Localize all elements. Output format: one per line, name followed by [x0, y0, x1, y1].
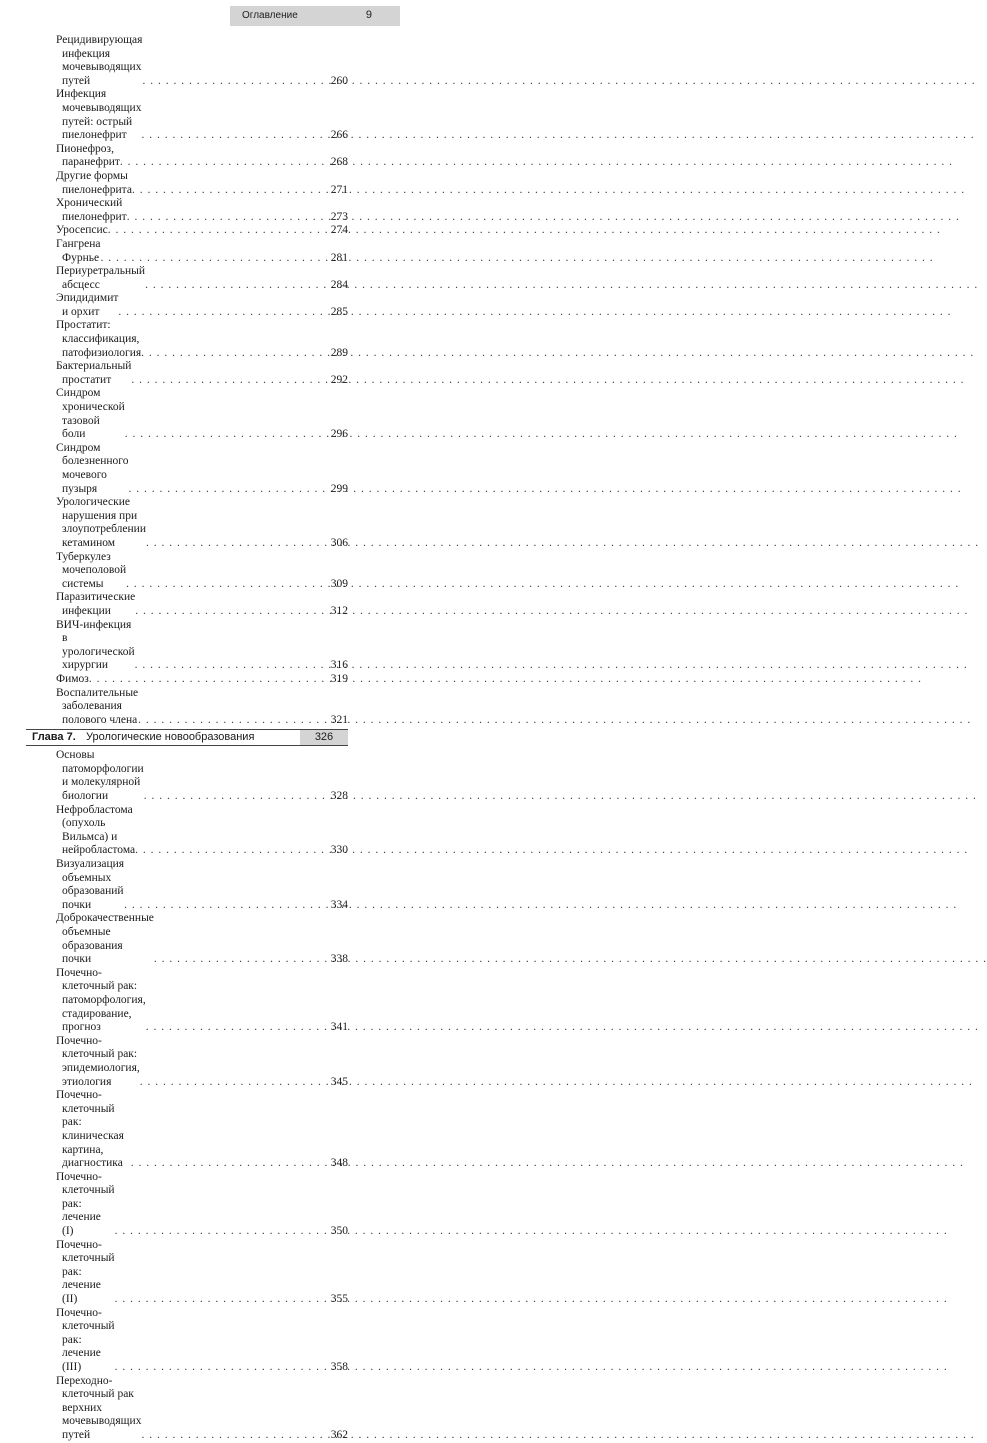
toc-entry-title: Гангрена Фурнье [56, 237, 101, 264]
toc-dot-leader [141, 347, 330, 361]
toc-entry-title: ВИЧ-инфекция в урологической хирургии [56, 618, 135, 672]
toc-entry-page: 338 [330, 953, 348, 966]
toc-entry-page: 268 [330, 156, 348, 169]
toc-entry[interactable] [26, 687, 348, 728]
toc-entry[interactable] [26, 34, 348, 88]
toc-entry-title: Эпидидимит и орхит [56, 292, 119, 318]
toc-entry-page: 299 [330, 482, 348, 495]
toc-dot-leader [115, 1225, 330, 1239]
toc-entry-page: 316 [330, 659, 348, 672]
toc-entry-title: Пионефроз, паранефрит [56, 142, 120, 169]
toc-dot-leader [144, 790, 330, 804]
toc-entry-page: 266 [330, 129, 348, 142]
toc-entry-title: Почечно-клеточный рак: лечение (I) [56, 1170, 115, 1238]
toc-entry[interactable] [26, 1307, 348, 1375]
toc-dot-leader [140, 1076, 330, 1090]
toc-entry-title: Бактериальный простатит [56, 360, 132, 386]
toc-entry[interactable] [26, 591, 348, 618]
toc-entry[interactable] [26, 804, 348, 858]
toc-entry-page: 274 [330, 224, 348, 237]
toc-dot-leader [115, 1361, 330, 1375]
toc-dot-leader [100, 252, 329, 266]
toc-entry-page: 330 [330, 844, 348, 857]
toc-entry-page: 341 [330, 1021, 348, 1034]
toc-entry-page: 319 [330, 672, 348, 685]
toc-entry[interactable] [26, 749, 348, 803]
toc-entry[interactable] [26, 1375, 348, 1443]
toc-entry-page: 296 [330, 428, 348, 441]
toc-entry-page: 309 [330, 577, 348, 590]
toc-dot-leader [135, 605, 329, 619]
toc-dot-leader [115, 1293, 330, 1307]
header-page-number: 9 [365, 9, 372, 21]
toc-entry-page: 355 [330, 1293, 348, 1306]
toc-entry[interactable] [26, 88, 348, 142]
toc-entry-title: Уросепсис [56, 224, 108, 237]
toc-dot-leader [146, 1021, 330, 1035]
toc-entry-title: Синдром болезненного мочевого пузыря [56, 441, 129, 495]
toc-entry[interactable] [26, 387, 348, 441]
toc-dot-leader [131, 1157, 330, 1171]
toc-entry[interactable] [26, 1089, 348, 1171]
toc-entry-page: 312 [330, 604, 348, 617]
toc-entry-title: Фимоз [56, 672, 89, 685]
toc-dot-leader [132, 184, 330, 198]
toc-entry-page: 271 [330, 183, 348, 196]
toc-list-bottom [26, 749, 348, 1442]
toc-entry-title: Хронический пиелонефрит [56, 197, 127, 223]
toc-entry-page: 362 [330, 1428, 348, 1441]
toc-entry[interactable] [26, 1171, 348, 1239]
toc-entry-page: 328 [330, 790, 348, 803]
toc-entry[interactable] [26, 1239, 348, 1307]
toc-entry-title: Почечно-клеточный рак: лечение (II) [56, 1238, 115, 1306]
toc-entry-title: Простатит: классификация, патофизиология [56, 319, 142, 359]
toc-entry[interactable] [26, 224, 348, 238]
toc-entry-page: 348 [330, 1157, 348, 1170]
toc-dot-leader [131, 374, 329, 388]
toc-entry-page: 284 [330, 278, 348, 291]
chapter-title: Урологические новообразования [86, 731, 255, 744]
toc-entry-page: 289 [330, 346, 348, 359]
chapter-page-number: 326 [300, 730, 348, 745]
chapter-label: Глава 7. [32, 731, 76, 744]
toc-entry-title: Визуализация объемных образований почки [56, 858, 125, 911]
toc-entry-title: Периуретральный абсцесс [56, 265, 146, 291]
toc-entry-page: 350 [330, 1225, 348, 1238]
toc-entry[interactable] [26, 238, 348, 265]
toc-entry-title: Рецидивирующая инфекция мочевыводящих путей [56, 34, 143, 87]
toc-entry[interactable] [26, 442, 348, 496]
toc-entry[interactable] [26, 143, 348, 170]
toc-entry[interactable] [26, 319, 348, 360]
toc-entry-title: Синдром хронической тазовой боли [56, 387, 125, 441]
toc-entry[interactable] [26, 170, 348, 197]
toc-entry-title: Паразитические инфекции [56, 591, 136, 617]
toc-entry-page: 281 [330, 251, 348, 264]
toc-entry-page: 345 [330, 1075, 348, 1088]
toc-entry[interactable] [26, 673, 348, 687]
toc-dot-leader [154, 953, 330, 967]
table-of-contents [26, 34, 348, 1443]
toc-entry-title: Почечно-клеточный рак: эпидемиология, этиология [56, 1034, 140, 1088]
toc-entry-page: 306 [330, 536, 348, 549]
toc-entry-title: Почечно-клеточный рак: клиническая картина, диагностика [56, 1089, 124, 1170]
header-section-title: Оглавление [242, 10, 298, 21]
toc-dot-leader [142, 75, 329, 89]
toc-dot-leader [135, 844, 330, 858]
toc-entry-title: Инфекция мочевыводящих путей: острый пиелонефрит [56, 88, 142, 142]
toc-entry[interactable] [26, 496, 348, 550]
toc-dot-leader [126, 578, 330, 592]
toc-dot-leader [141, 1429, 329, 1443]
toc-entry-title: Доброкачественные объемные образования почки [56, 912, 154, 966]
toc-entry[interactable] [26, 967, 348, 1035]
toc-entry-title: Другие формы пиелонефрита [56, 169, 132, 196]
toc-entry[interactable] [26, 197, 348, 224]
toc-entry-title: Нефробластома (опухоль Вильмса) и нейробластома [56, 803, 136, 857]
toc-entry[interactable] [26, 292, 348, 319]
toc-entry-page: 292 [330, 373, 348, 386]
toc-entry-page: 358 [330, 1361, 348, 1373]
toc-entry-page: 260 [330, 74, 348, 87]
toc-dot-leader [125, 428, 330, 442]
toc-entry-title: Воспалительные заболевания полового члена [56, 686, 139, 726]
toc-dot-leader [128, 483, 329, 497]
toc-entry-title: Туберкулез мочеполовой системы [56, 550, 127, 590]
toc-dot-leader [141, 129, 329, 143]
toc-entry[interactable] [26, 551, 348, 592]
toc-entry-page: 285 [330, 305, 348, 318]
toc-entry-page: 321 [330, 713, 348, 726]
toc-entry[interactable] [26, 360, 348, 387]
running-header [230, 6, 400, 26]
toc-entry[interactable] [26, 858, 348, 912]
toc-entry-title: Урологические нарушения при злоупотреблении кетамином [56, 496, 146, 549]
toc-dot-leader [138, 714, 330, 728]
toc-entry-page: 273 [330, 210, 348, 223]
toc-entry-title: Переходно-клеточный рак верхних мочевыводящих путей [56, 1374, 142, 1441]
toc-dot-leader [135, 659, 330, 673]
toc-entry-title: Основы патоморфологии и молекулярной биологии [56, 749, 144, 803]
toc-dot-leader [120, 156, 330, 170]
toc-dot-leader [127, 211, 330, 225]
toc-dot-leader [89, 673, 330, 687]
toc-dot-leader [145, 279, 330, 293]
toc-dot-leader [146, 537, 330, 551]
toc-entry[interactable] [26, 1035, 348, 1089]
toc-entry-title: Почечно-клеточный рак: патоморфология, стадирование, прогноз [56, 966, 146, 1034]
toc-dot-leader [124, 899, 330, 913]
chapter-heading[interactable] [26, 729, 348, 746]
toc-entry[interactable] [26, 265, 348, 292]
toc-entry-page: 334 [330, 898, 348, 911]
toc-dot-leader [108, 224, 330, 238]
toc-entry[interactable] [26, 912, 348, 966]
toc-list-top [26, 34, 348, 727]
toc-entry-title: Почечно-клеточный рак: лечение (III) [56, 1306, 115, 1373]
toc-entry[interactable] [26, 619, 348, 673]
toc-dot-leader [118, 306, 329, 320]
